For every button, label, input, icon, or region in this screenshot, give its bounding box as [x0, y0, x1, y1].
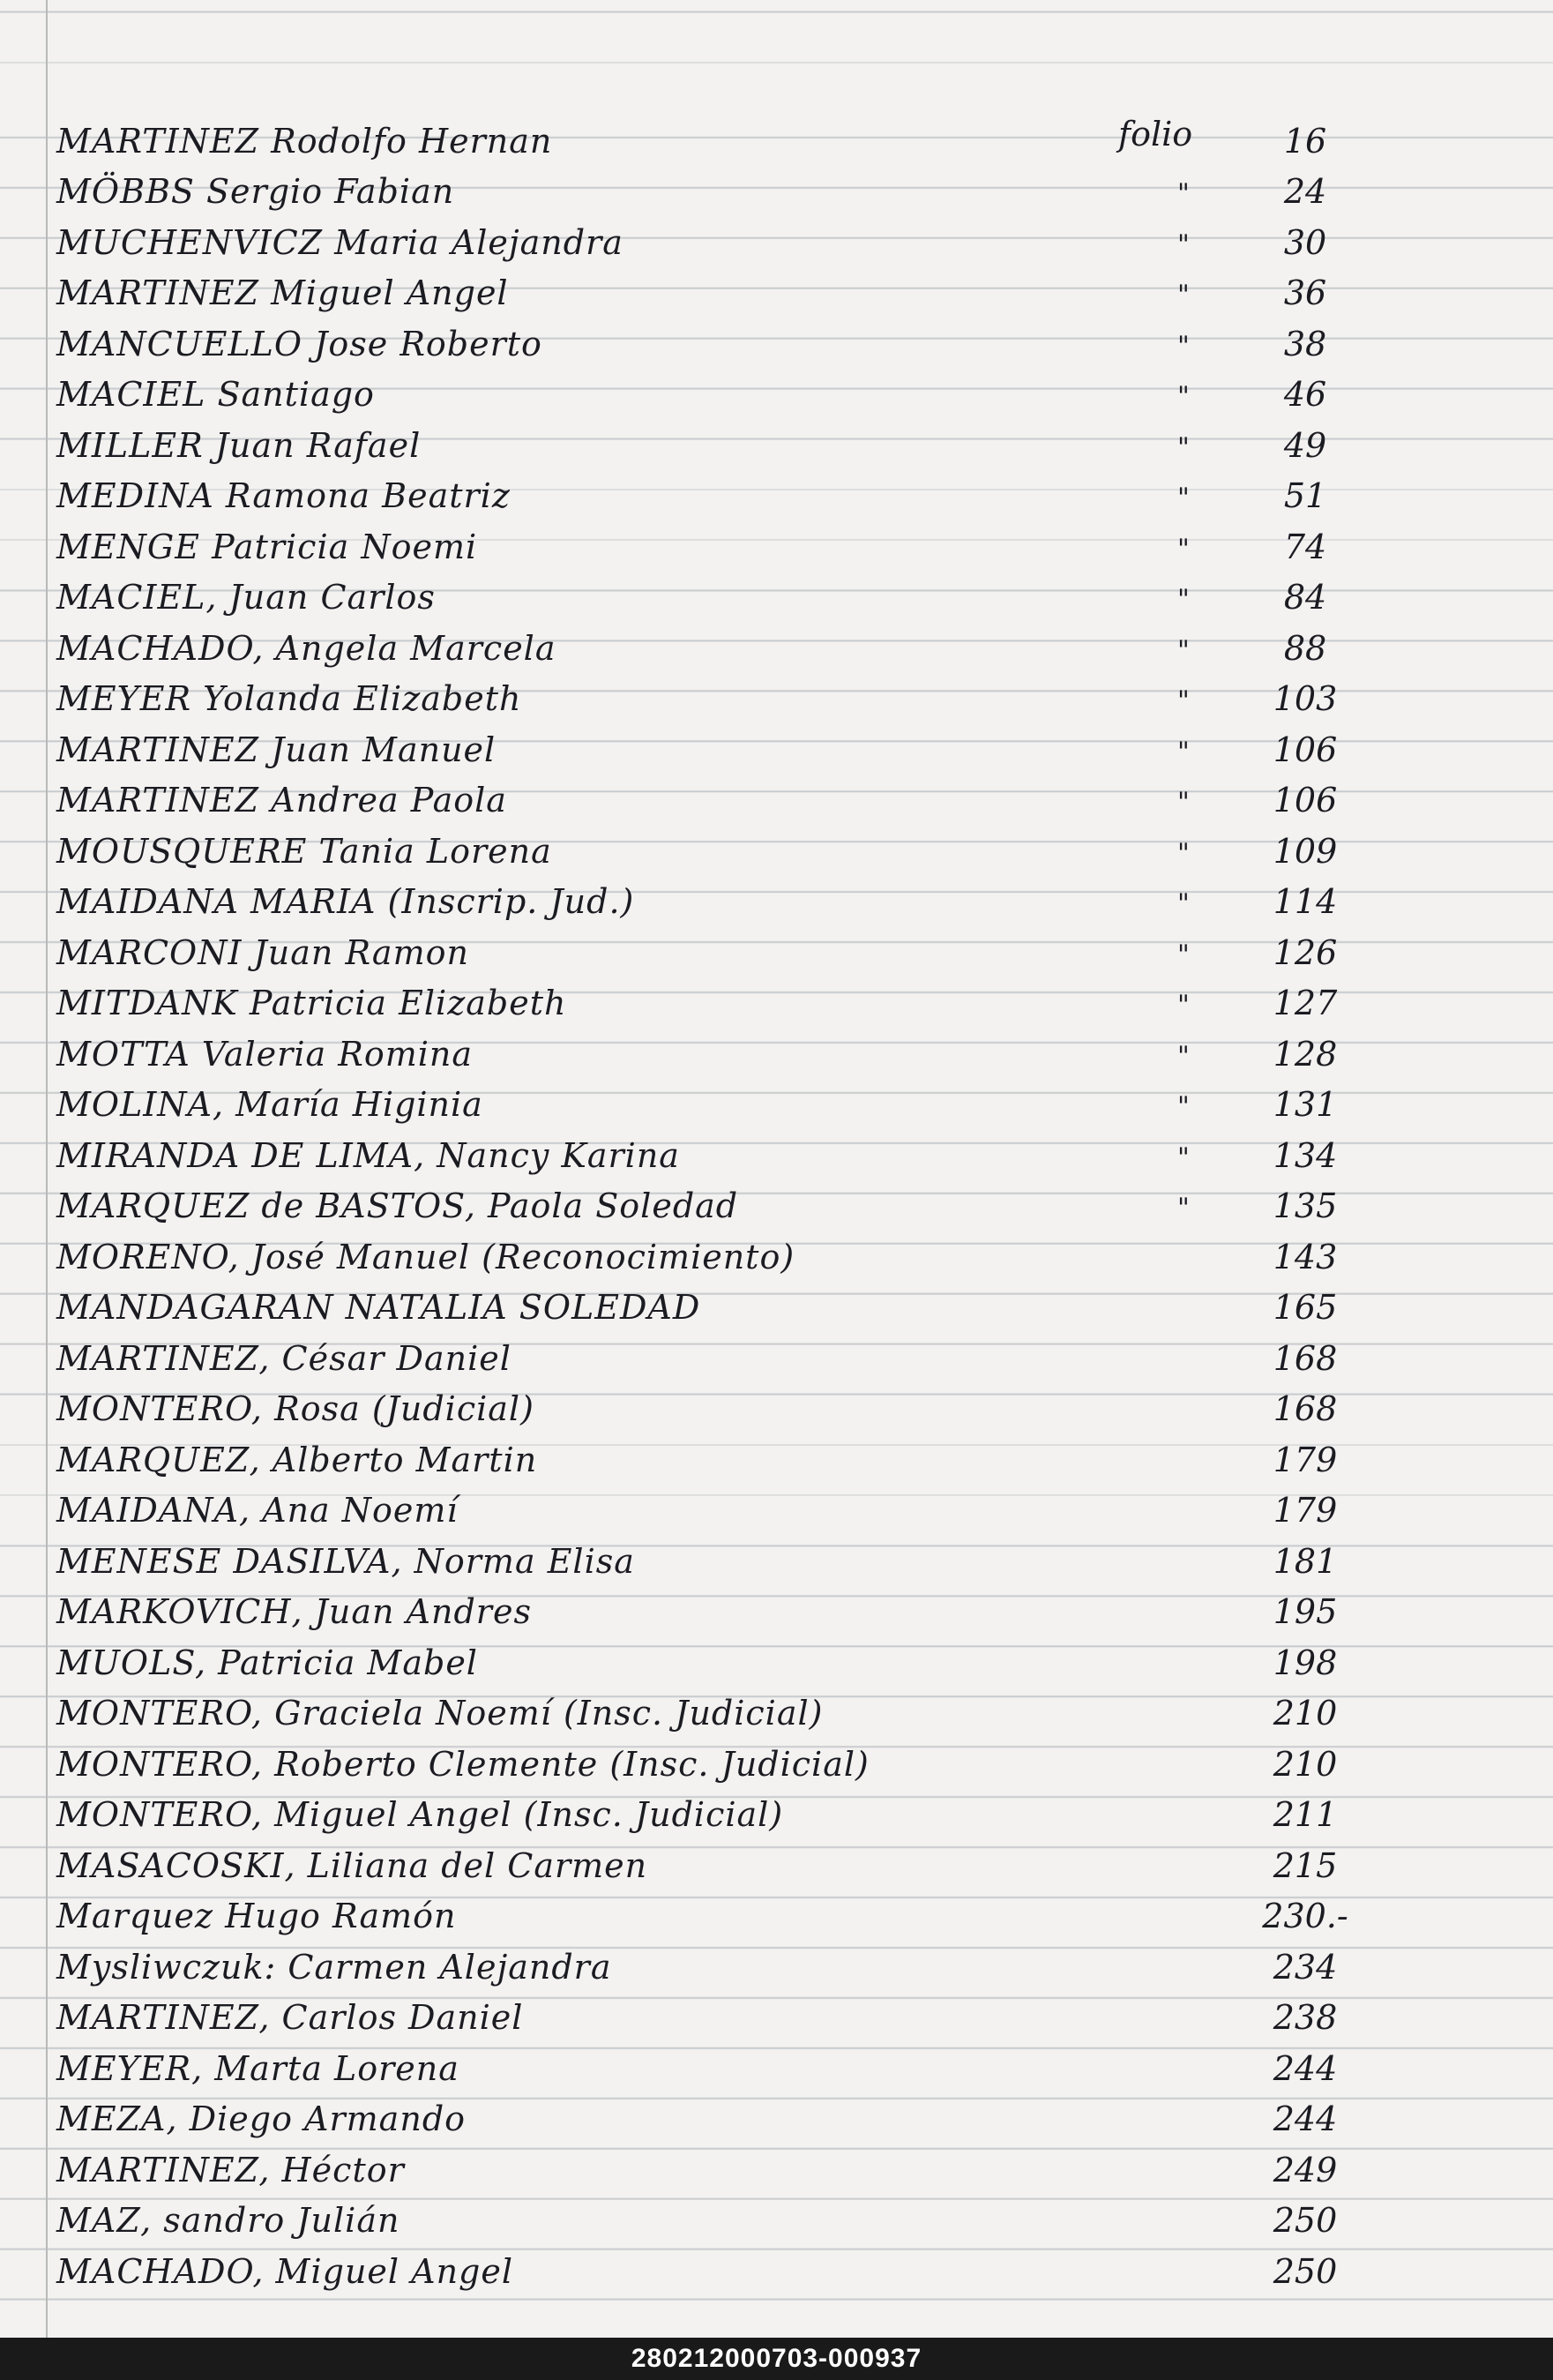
entry-name: MUCHENVICZ Maria Alejandra	[56, 222, 623, 262]
entry-name: MARQUEZ, Alberto Martin	[56, 1440, 538, 1479]
entry-name: MIRANDA DE LIMA, Nancy Karina	[56, 1135, 680, 1175]
entry-folio: 238	[1273, 1998, 1338, 2037]
ditto-mark: "	[1177, 431, 1190, 463]
entry-folio: 24	[1283, 172, 1327, 211]
entry-folio: 30	[1283, 222, 1327, 262]
entry-name: MILLER Juan Rafael	[56, 425, 422, 465]
entry-name: MEDINA Ramona Beatriz	[56, 476, 511, 515]
list-item	[0, 1890, 1553, 1942]
entry-name: MARTINEZ, Héctor	[56, 2150, 405, 2189]
entry-folio: 38	[1283, 324, 1327, 363]
entry-folio: 74	[1283, 527, 1327, 566]
entry-name: MEZA, Diego Armando	[56, 2099, 467, 2138]
entry-name: MACHADO, Miguel Angel	[56, 2251, 514, 2291]
ditto-mark: "	[1177, 584, 1190, 615]
entry-folio: 49	[1283, 425, 1327, 465]
entry-folio: 51	[1283, 476, 1327, 515]
list-item	[0, 1586, 1553, 1637]
list-item	[0, 1941, 1553, 1992]
entry-folio: 46	[1283, 375, 1327, 414]
entry-name: MACHADO, Angela Marcela	[56, 628, 556, 668]
ditto-mark: "	[1177, 1091, 1190, 1122]
entry-folio: 244	[1273, 2048, 1338, 2088]
entry-folio: 168	[1273, 1389, 1338, 1428]
list-item	[0, 115, 1553, 166]
entry-name: MEYER, Marta Lorena	[56, 2048, 459, 2088]
entry-folio: 215	[1273, 1845, 1338, 1885]
list-item	[0, 318, 1553, 369]
list-item	[0, 622, 1553, 673]
list-item	[0, 723, 1553, 775]
list-item	[0, 1839, 1553, 1890]
entry-folio: 244	[1273, 2099, 1338, 2138]
entry-name: MACIEL, Juan Carlos	[56, 578, 436, 617]
entry-folio: 195	[1273, 1592, 1338, 1631]
list-item	[0, 1231, 1553, 1282]
entry-folio: 210	[1273, 1694, 1338, 1733]
entry-name: MARQUEZ de BASTOS, Paola Soledad	[56, 1186, 739, 1225]
list-item	[0, 369, 1553, 420]
ditto-mark: "	[1177, 787, 1190, 818]
list-item	[0, 926, 1553, 977]
entry-folio: 211	[1273, 1795, 1338, 1834]
entry-name: MARTINEZ Juan Manuel	[56, 730, 497, 769]
ditto-mark: "	[1177, 685, 1190, 716]
folio-header-label: folio	[1118, 115, 1193, 153]
ditto-mark: "	[1177, 1193, 1190, 1224]
entry-name: MORENO, José Manuel (Reconocimiento)	[56, 1237, 795, 1276]
entry-folio: 106	[1273, 730, 1338, 769]
list-item	[0, 825, 1553, 876]
entry-name: MAIDANA MARIA (Inscrip. Jud.)	[56, 882, 635, 921]
list-item	[0, 2195, 1553, 2246]
entry-name: MEYER Yolanda Elizabeth	[56, 679, 522, 718]
list-item	[0, 1485, 1553, 1536]
ditto-mark: "	[1177, 736, 1190, 767]
entry-folio: 36	[1283, 273, 1327, 312]
list-item	[0, 1129, 1553, 1180]
entry-folio: 165	[1273, 1288, 1338, 1327]
entry-folio: 135	[1273, 1186, 1338, 1225]
entry-folio: 127	[1273, 984, 1338, 1022]
list-item	[0, 470, 1553, 521]
ditto-mark: "	[1177, 330, 1190, 362]
entry-folio: 250	[1273, 2201, 1338, 2240]
list-item	[0, 2144, 1553, 2195]
entry-folio: 249	[1273, 2150, 1338, 2189]
entry-name: MAZ, sandro Julián	[56, 2201, 400, 2240]
entry-folio: 181	[1273, 1541, 1338, 1581]
entry-folio: 84	[1283, 578, 1327, 617]
entry-name: MOLINA, María Higinia	[56, 1085, 483, 1124]
list-item	[0, 419, 1553, 470]
entry-name: MACIEL Santiago	[56, 375, 375, 414]
footer-bar	[0, 2338, 1553, 2380]
ditto-mark: "	[1177, 634, 1190, 666]
entry-name: MARTINEZ Andrea Paola	[56, 781, 507, 820]
entry-name: MENESE DASILVA, Norma Elisa	[56, 1541, 635, 1581]
ditto-mark: "	[1177, 1040, 1190, 1072]
list-item	[0, 1383, 1553, 1434]
entry-folio: 106	[1273, 781, 1338, 820]
list-item	[0, 1535, 1553, 1586]
list-item	[0, 977, 1553, 1029]
ditto-mark: "	[1177, 939, 1190, 970]
entry-name: MÖBBS Sergio Fabian	[56, 172, 455, 211]
list-item	[0, 1636, 1553, 1688]
list-item	[0, 267, 1553, 318]
list-item	[0, 1688, 1553, 1739]
list-item	[0, 1992, 1553, 2043]
ditto-mark: "	[1177, 533, 1190, 565]
list-item	[0, 1028, 1553, 1079]
entry-name: MOUSQUERE Tania Lorena	[56, 831, 552, 871]
entry-folio: 230.-	[1262, 1897, 1348, 1935]
list-item	[0, 572, 1553, 623]
ditto-mark: "	[1177, 228, 1190, 260]
list-item	[0, 1180, 1553, 1231]
list-item	[0, 775, 1553, 826]
entry-name: MONTERO, Rosa (Judicial)	[56, 1389, 534, 1428]
list-item	[0, 876, 1553, 927]
list-item	[0, 1738, 1553, 1789]
entry-folio: 109	[1273, 831, 1338, 871]
ditto-mark: "	[1177, 990, 1190, 1021]
entry-list	[0, 115, 1553, 2296]
entry-folio: 126	[1273, 932, 1338, 972]
entry-name: MONTERO, Miguel Angel (Insc. Judicial)	[56, 1795, 784, 1834]
entry-name: Mysliwczuk: Carmen Alejandra	[56, 1947, 612, 1987]
list-item	[0, 2093, 1553, 2144]
entry-folio: 210	[1273, 1744, 1338, 1784]
entry-name: MARTINEZ Rodolfo Hernan	[56, 121, 553, 161]
entry-name: MANCUELLO Jose Roberto	[56, 324, 542, 363]
list-item	[0, 520, 1553, 572]
entry-folio: 234	[1273, 1947, 1338, 1987]
entry-folio: 16	[1283, 121, 1327, 161]
entry-folio: 179	[1273, 1491, 1338, 1530]
entry-name: MITDANK Patricia Elizabeth	[56, 984, 567, 1022]
entry-folio: 88	[1283, 628, 1327, 668]
entry-name: MOTTA Valeria Romina	[56, 1034, 474, 1074]
entry-name: MONTERO, Roberto Clemente (Insc. Judicial)	[56, 1744, 870, 1784]
entry-folio: 114	[1273, 882, 1338, 921]
entry-name: MARKOVICH, Juan Andres	[56, 1592, 532, 1631]
list-item	[0, 1282, 1553, 1333]
entry-name: MARTINEZ, Carlos Daniel	[56, 1998, 524, 2037]
entry-folio: 250	[1273, 2251, 1338, 2291]
list-item	[0, 673, 1553, 724]
ditto-mark: "	[1177, 178, 1190, 209]
entry-name: MAIDANA, Ana Noemí	[56, 1491, 459, 1530]
entry-name: MUOLS, Patricia Mabel	[56, 1643, 478, 1682]
entry-folio: 198	[1273, 1643, 1338, 1682]
entry-name: MARTINEZ, César Daniel	[56, 1338, 511, 1378]
list-item	[0, 1789, 1553, 1840]
list-item	[0, 2245, 1553, 2296]
entry-folio: 179	[1273, 1440, 1338, 1479]
entry-name: MARCONI Juan Ramon	[56, 932, 469, 972]
ditto-mark: "	[1177, 837, 1190, 869]
entry-folio: 143	[1273, 1237, 1338, 1276]
ditto-mark: "	[1177, 483, 1190, 513]
list-item	[0, 216, 1553, 267]
entry-folio: 168	[1273, 1338, 1338, 1378]
entry-name: MANDAGARAN NATALIA SOLEDAD	[56, 1288, 701, 1327]
entry-name: MASACOSKI, Liliana del Carmen	[56, 1845, 648, 1885]
ditto-mark: "	[1177, 888, 1190, 919]
entry-name: MARTINEZ Miguel Angel	[56, 273, 509, 312]
ditto-mark: "	[1177, 280, 1190, 311]
entry-name: MONTERO, Graciela Noemí (Insc. Judicial)	[56, 1694, 824, 1733]
list-item	[0, 1079, 1553, 1130]
entry-name: Marquez Hugo Ramón	[56, 1897, 457, 1935]
entry-folio: 131	[1273, 1085, 1338, 1124]
ditto-mark: "	[1177, 1141, 1190, 1173]
list-item	[0, 2042, 1553, 2093]
document-code: 280212000703-000937	[631, 2344, 922, 2373]
entry-folio: 128	[1273, 1034, 1338, 1074]
list-item	[0, 1332, 1553, 1383]
list-item	[0, 166, 1553, 217]
ditto-mark: "	[1177, 381, 1190, 412]
entry-folio: 134	[1273, 1135, 1338, 1175]
entry-name: MENGE Patricia Noemi	[56, 527, 478, 566]
list-item	[0, 1433, 1553, 1485]
entry-folio: 103	[1273, 679, 1338, 718]
